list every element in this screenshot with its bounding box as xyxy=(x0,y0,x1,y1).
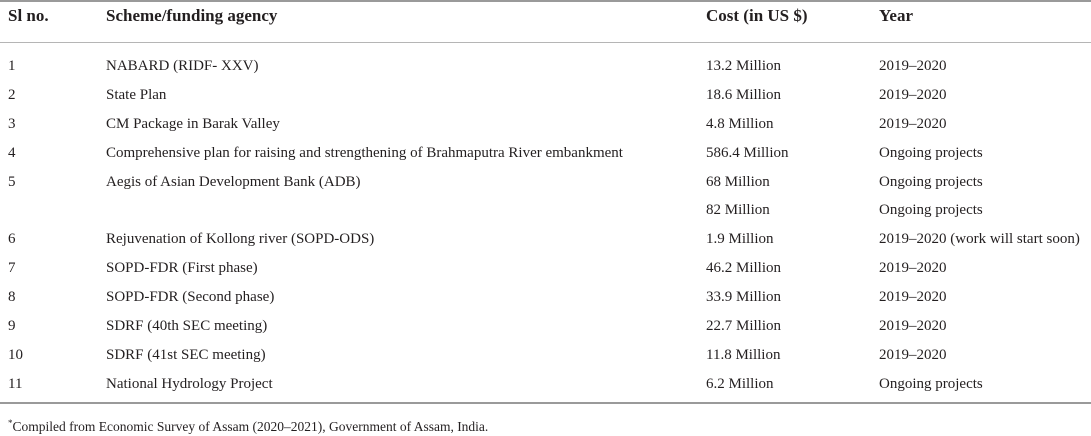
cell-scheme: SDRF (41st SEC meeting) xyxy=(106,346,266,363)
cell-year: 2019–2020 xyxy=(879,260,947,277)
table-row xyxy=(0,341,1091,370)
cell-year: 2019–2020 xyxy=(879,318,947,335)
cell-cost: 11.8 Million xyxy=(706,346,781,363)
cell-year: 2019–2020 xyxy=(879,289,947,306)
cell-sl: 4 xyxy=(8,144,16,161)
cell-scheme: SOPD-FDR (First phase) xyxy=(106,260,258,277)
table-header-rule xyxy=(0,42,1091,43)
header-year: Year xyxy=(879,6,913,25)
cell-cost: 68 Million xyxy=(706,173,770,190)
header-sl-no: Sl no. xyxy=(8,6,49,25)
footnote-marker: * xyxy=(8,418,13,428)
cell-scheme: Rejuvenation of Kollong river (SOPD-ODS) xyxy=(106,231,375,248)
cell-sl: 8 xyxy=(8,289,16,306)
cell-sl: 9 xyxy=(8,318,16,335)
table-row xyxy=(0,370,1091,399)
cell-cost: 46.2 Million xyxy=(706,260,782,277)
cell-year: 2019–2020 xyxy=(879,86,947,103)
table-row xyxy=(0,52,1091,81)
cell-sl: 5 xyxy=(8,173,16,190)
cell-year: Ongoing projects xyxy=(879,144,983,161)
cell-cost: 18.6 Million xyxy=(706,86,782,103)
cell-sl: 3 xyxy=(8,115,16,132)
cell-year: Ongoing projects xyxy=(879,375,983,392)
cell-sl: 1 xyxy=(8,58,16,74)
cell-cost: 6.2 Million xyxy=(706,375,774,392)
table-row xyxy=(0,225,1091,254)
cell-cost: 82 Million xyxy=(706,202,770,219)
cell-scheme: State Plan xyxy=(106,86,167,103)
cell-scheme: NABARD (RIDF- XXV) xyxy=(106,58,259,74)
table-row xyxy=(0,110,1091,139)
table-row xyxy=(0,283,1091,312)
table-row xyxy=(0,139,1091,168)
header-scheme: Scheme/funding agency xyxy=(106,6,278,25)
header-cost: Cost (in US $) xyxy=(706,6,808,25)
table-body xyxy=(0,52,1091,399)
table-footnote xyxy=(8,414,488,436)
cell-scheme: SDRF (40th SEC meeting) xyxy=(106,318,268,335)
cell-cost: 586.4 Million xyxy=(706,144,789,161)
cell-cost: 4.8 Million xyxy=(706,115,774,132)
table-row xyxy=(0,254,1091,283)
cell-year: 2019–2020 xyxy=(879,58,947,74)
table-row xyxy=(0,196,1091,225)
cell-sl: 11 xyxy=(8,375,23,392)
cell-scheme: National Hydrology Project xyxy=(106,375,273,392)
cell-cost: 33.9 Million xyxy=(706,289,782,306)
footnote-text: Compiled from Economic Survey of Assam (2020–2021), Government of Assam, India. xyxy=(12,419,489,434)
cell-scheme: Aegis of Asian Development Bank (ADB) xyxy=(106,173,361,190)
cell-year: 2019–2020 xyxy=(879,346,947,363)
cell-cost: 13.2 Million xyxy=(706,58,782,74)
cell-sl: 7 xyxy=(8,260,16,277)
cell-scheme: Comprehensive plan for raising and strengthening of Brahmaputra River embankment xyxy=(106,144,623,161)
cell-year: Ongoing projects xyxy=(879,173,983,190)
cell-scheme: SOPD-FDR (Second phase) xyxy=(106,289,275,306)
cell-year: 2019–2020 (work will start soon) xyxy=(879,231,1080,248)
cell-sl: 6 xyxy=(8,231,16,248)
cell-sl: 2 xyxy=(8,86,16,103)
cell-cost: 1.9 Million xyxy=(706,231,774,248)
cell-sl: 10 xyxy=(8,346,23,363)
cell-year: 2019–2020 xyxy=(879,115,947,132)
table-bottom-rule xyxy=(0,402,1091,404)
cell-year: Ongoing projects xyxy=(879,202,983,219)
table-row xyxy=(0,81,1091,110)
cell-scheme: CM Package in Barak Valley xyxy=(106,115,280,132)
table-row xyxy=(0,312,1091,341)
table-row xyxy=(0,168,1091,197)
cell-cost: 22.7 Million xyxy=(706,318,782,335)
table-header-row xyxy=(0,0,1091,42)
